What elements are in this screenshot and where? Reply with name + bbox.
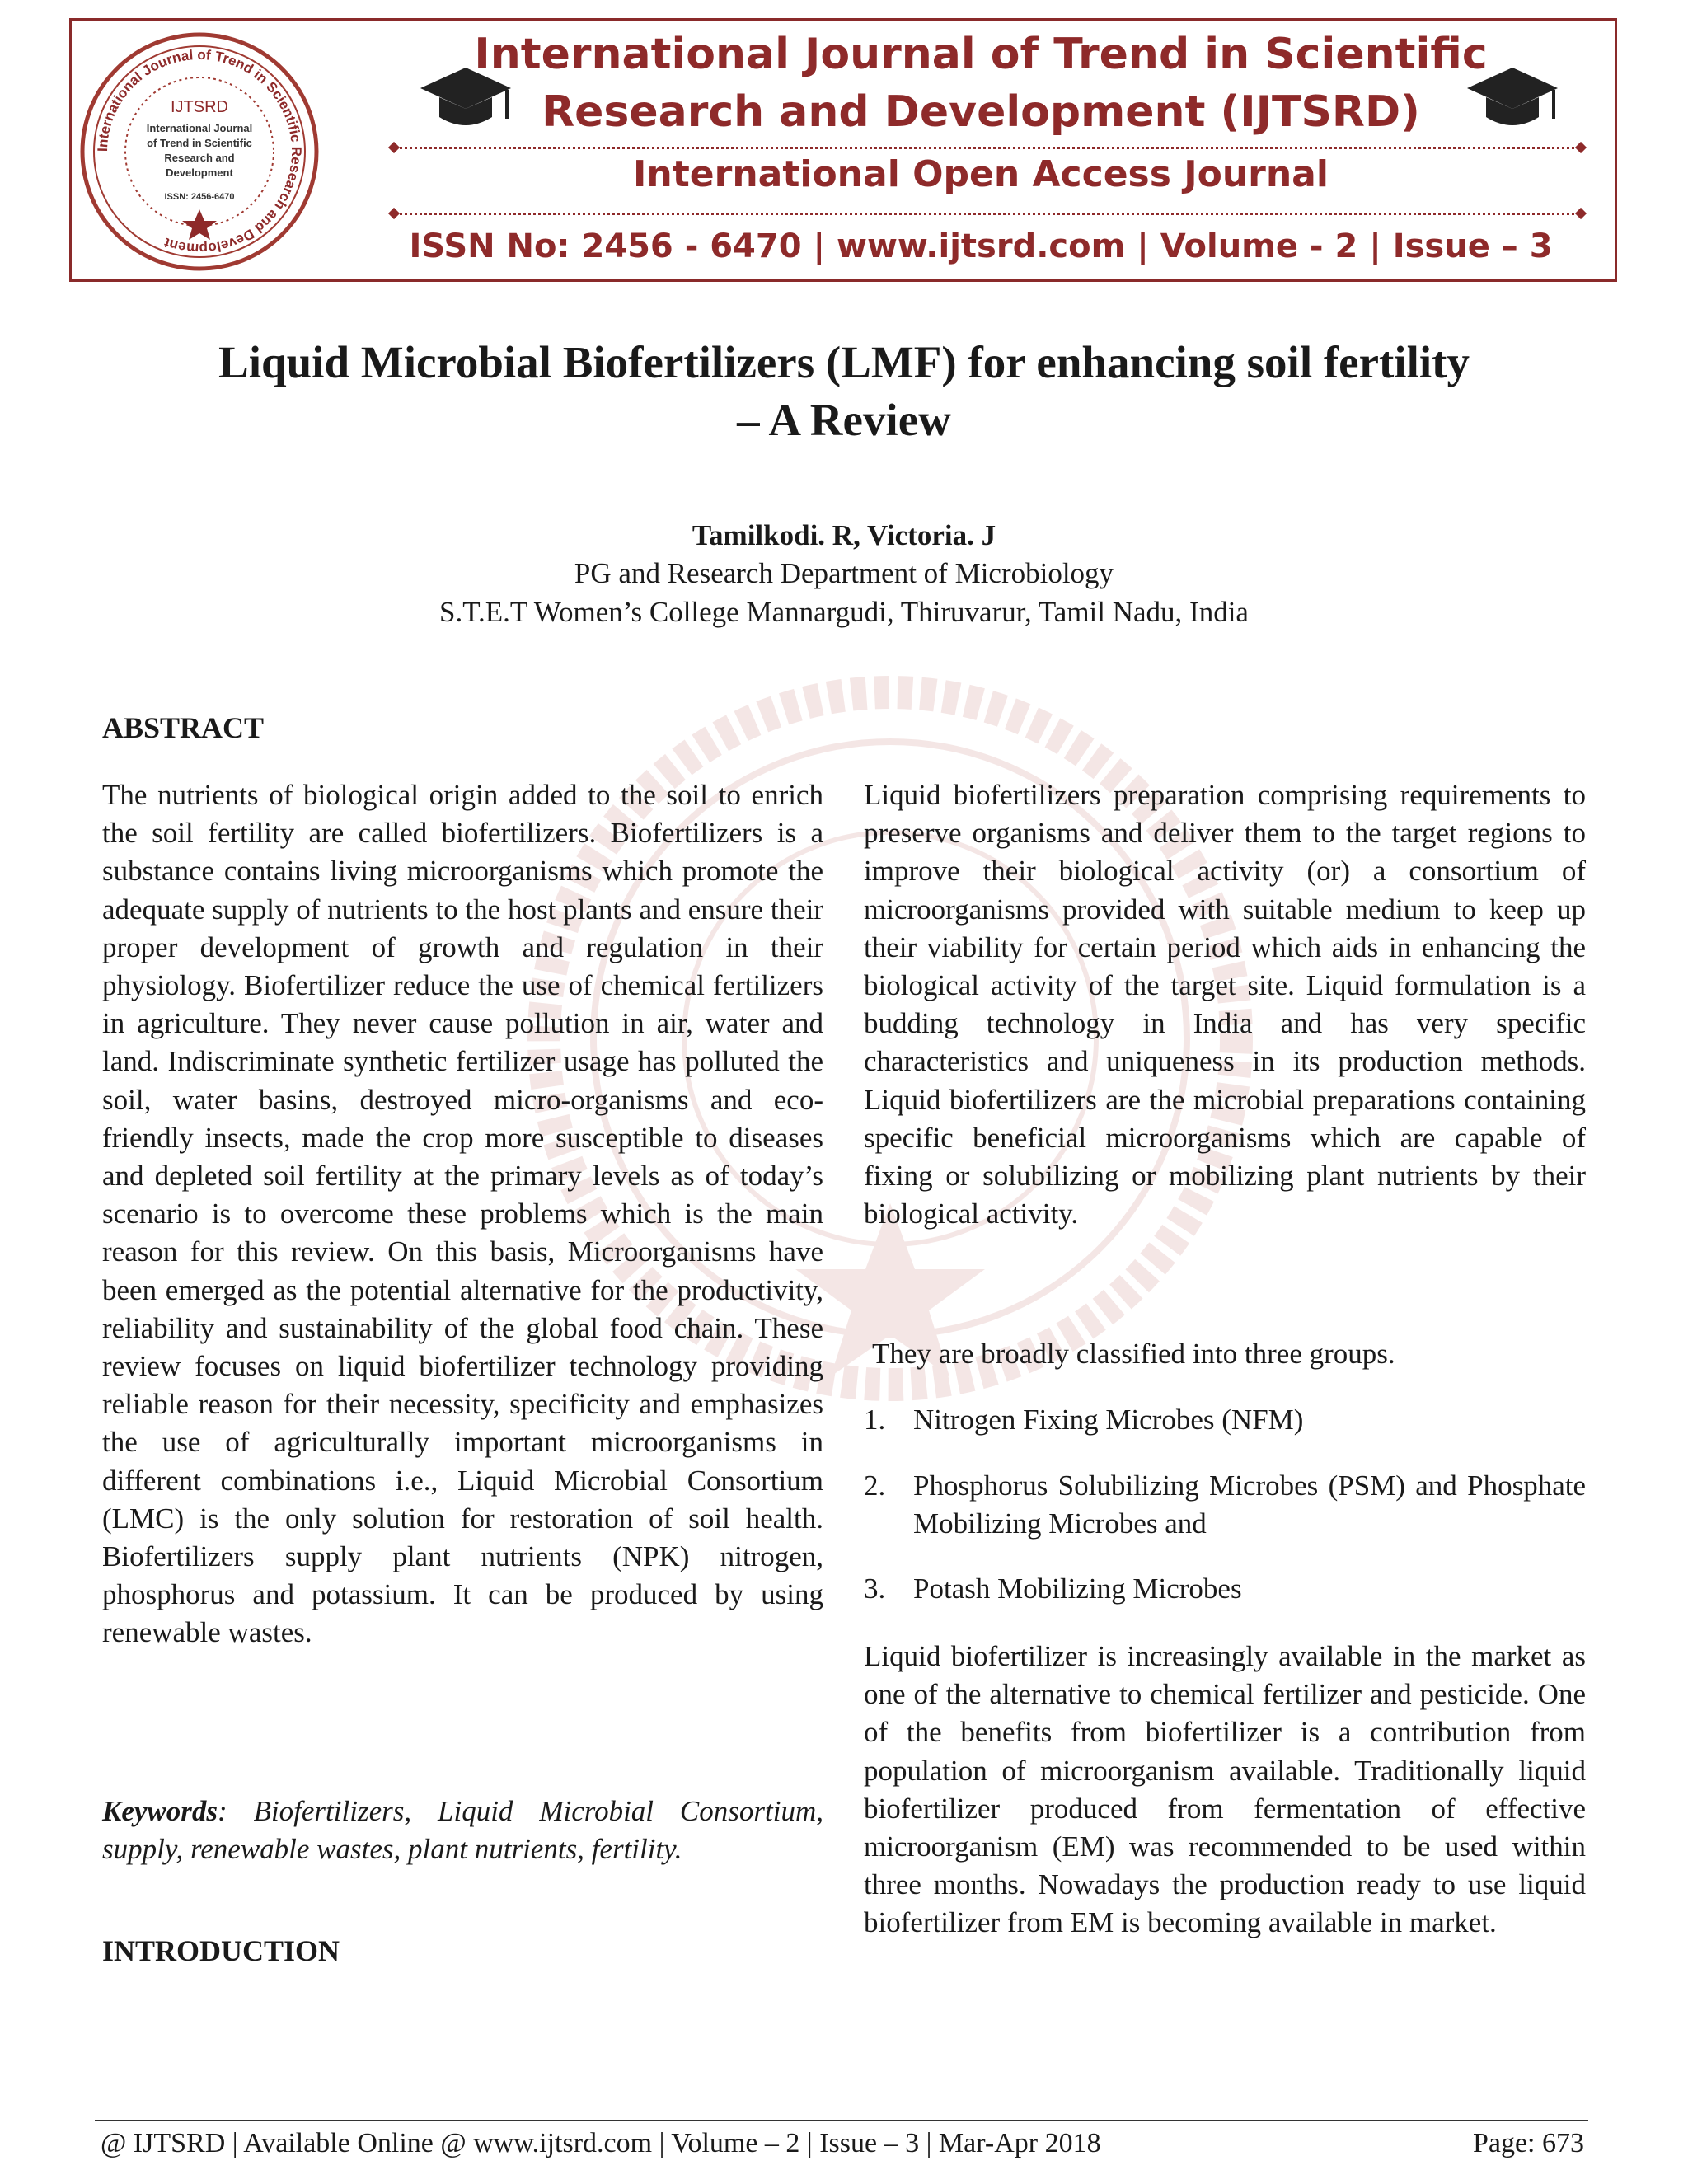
abstract-heading: ABSTRACT (102, 711, 265, 744)
page-footer (101, 2128, 1584, 2159)
header-divider (394, 147, 1581, 149)
list-text: Nitrogen Fixing Microbes (NFM) (913, 1404, 1304, 1436)
list-number: 2. (864, 1469, 886, 1502)
seal-issn: ISSN: 2456-6470 (164, 192, 235, 202)
journal-name-line1: International Journal of Trend in Scientific (474, 30, 1488, 79)
keywords (102, 1793, 823, 1868)
seal-line2: of Trend in Scientific (147, 137, 252, 149)
page-number: Page: 673 (1472, 2128, 1584, 2158)
footer-citation: @ IJTSRD | Available Online @ www.ijtsrd.com | Volume – 2 | Issue – 3 | Mar-Apr 2018 (101, 2128, 1101, 2158)
journal-type: International Open Access Journal (633, 153, 1329, 195)
issn-line: ISSN No: 2456 - 6470 | www.ijtsrd.com | Volume - 2 | Issue – 3 (409, 227, 1553, 265)
authors: Tamilkodi. R, Victoria. J (692, 519, 996, 551)
institution: S.T.E.T Women’s College Mannargudi, Thiruvarur, Tamil Nadu, India (439, 596, 1249, 628)
seal-abbr: IJTSRD (171, 98, 228, 116)
journal-seal-logo (77, 30, 321, 274)
right-para-2: Liquid biofertilizer is increasingly available in the market as one of the alternative to chemical fertilizer and pesticide. One of the benefits from biofertilizer is a contribution from population of microorganism available. Traditionally liquid biofertilizer produced from fermentation of effective microorganism (EM) was recommended to be used within three months. Nowadays the production ready to use liquid biofertilizer from EM is becoming available in market. (864, 1640, 1586, 1939)
seal-line4: Development (166, 166, 233, 179)
paper-title-line2: – A Review (737, 395, 951, 445)
journal-name-line2: Research and Development (IJTSRD) (542, 87, 1420, 137)
seal-outer-text: International Journal of Trend in Scientific Research and Development (94, 46, 305, 257)
list-item (864, 1401, 1586, 1442)
paper-title-line1: Liquid Microbial Biofertilizers (LMF) for enhancing soil fertility (218, 337, 1470, 387)
keywords-text: : Biofertilizers, Liquid Microbial Consortium, supply, renewable wastes, plant nutrients, fertility. (102, 1795, 823, 1866)
keywords-label: Keywords (102, 1795, 218, 1827)
header-divider (394, 213, 1581, 215)
department: PG and Research Department of Microbiology (574, 557, 1114, 589)
classified-intro: They are broadly classified into three groups. (872, 1338, 1395, 1370)
list-text: Phosphorus Solubilizing Microbes (PSM) and Phosphate Mobilizing Microbes and (913, 1469, 1586, 1540)
footer-rule (95, 2120, 1588, 2121)
list-item (864, 1467, 1586, 1546)
introduction-heading: INTRODUCTION (102, 1934, 340, 1967)
list-item (864, 1570, 1586, 1611)
abstract-text: The nutrients of biological origin added to the soil to enrich the soil fertility are called biofertilizers. Biofertilizers is a substance contains living microorganisms which promote the adequate supply of nutrients to the host plants and ensure their proper development of growth and regulation in their physiology. Biofertilizer reduce the use of chemical fertilizers in agriculture. They never cause pollution in air, water and land. Indiscriminate synthetic fertilizer usage has polluted the soil, water basins, destroyed micro-organisms and eco-friendly insects, made the crop more susceptible to diseases and depleted soil fertility at the primary levels as of today’s scenario is to overcome these problems which is the main reason for this review. On this basis, Microorganisms have been emerged as the potential alternative for the productivity, reliability and sustainability of the global food chain. These review focuses on liquid biofertilizer technology providing reliable reason for their necessity, specificity and emphasizes the use of agriculturally important microorganisms in different combinations i.e., Liquid Microbial Consortium (LMC) is the only solution for restoration of soil health. Biofertilizers supply plant nutrients (NPK) nitrogen, phosphorus and potassium. It can be produced by using renewable wastes. (102, 779, 823, 1649)
seal-star-icon (182, 209, 217, 240)
seal-line3: Research and (164, 152, 235, 164)
right-para-1: Liquid biofertilizers preparation comprising requirements to preserve organisms and deliver them to the target regions to improve their biological activity (or) a consortium of microorganisms provided with suitable medium to keep up their viability for certain period which aids in enhancing the biological activity of the target site. Liquid formulation is a budding technology in India and has very specific characteristics and uniqueness in its production methods. Liquid biofertilizers are the microbial preparations containing specific beneficial microorganisms which are capable of fixing or solubilizing or mobilizing plant nutrients by their biological activity. (864, 779, 1586, 1230)
list-text: Potash Mobilizing Microbes (913, 1572, 1242, 1605)
list-number: 3. (864, 1572, 886, 1605)
seal-line1: International Journal (146, 122, 253, 134)
list-number: 1. (864, 1404, 886, 1436)
